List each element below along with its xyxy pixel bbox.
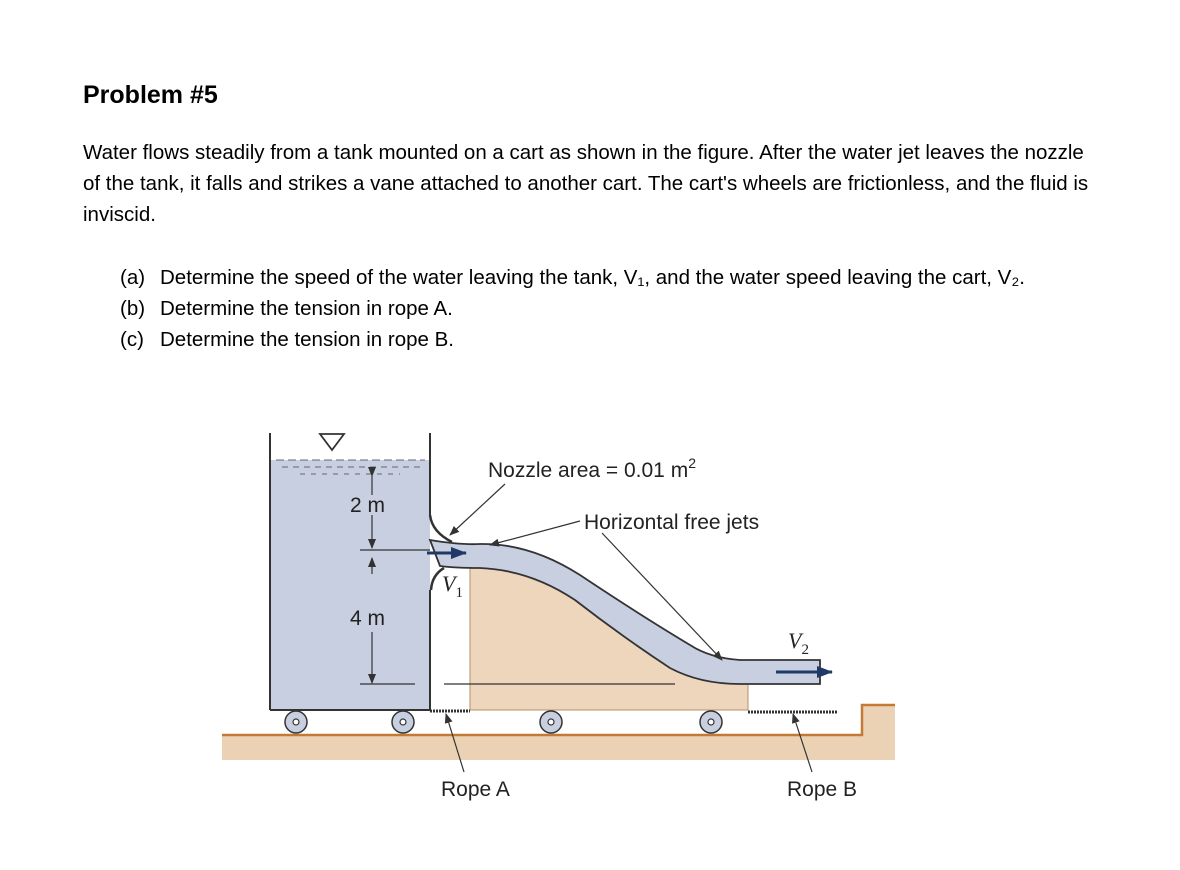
- part-label: (b): [120, 297, 146, 320]
- v2-label: V2: [788, 628, 809, 658]
- part-text: Determine the speed of the water leaving the tank, V₁, and the water speed leaving the cart, V₂.: [160, 266, 1025, 289]
- horizontal-jets-label: Horizontal free jets: [584, 511, 760, 534]
- part-label: (c): [120, 328, 144, 351]
- free-surface-symbol: [320, 434, 344, 450]
- nozzle-upper-lip: [430, 515, 452, 542]
- dimension-4m-label: 4 m: [350, 607, 386, 630]
- vane-cart-wheel-left: [540, 711, 562, 733]
- v1-label: V1: [442, 571, 463, 601]
- problem-statement: Water flows steadily from a tank mounted on a cart as shown in the figure. After the water jet leaves the nozzle of the tank, it falls and strikes a vane attached to another cart. The cart's wheels are frictionless, and the fluid is inviscid.: [83, 141, 1089, 226]
- water-tank: [270, 433, 430, 710]
- part-text: Determine the tension in rope A.: [160, 297, 453, 320]
- part-label: (a): [120, 266, 146, 289]
- tank-cart-wheel-left: [285, 711, 307, 733]
- rope-b-label: Rope B: [787, 778, 858, 801]
- rope-a-label: Rope A: [441, 778, 510, 801]
- tank-cart-wheel-right: [392, 711, 414, 733]
- vane-cart-body: [470, 568, 748, 710]
- vane-cart-wheel-right: [700, 711, 722, 733]
- part-text: Determine the tension in rope B.: [160, 328, 454, 351]
- dimension-2m-label: 2 m: [350, 494, 386, 517]
- problem-title: Problem #5: [83, 81, 218, 109]
- nozzle-area-label: Nozzle area = 0.01 $m^2$: [488, 455, 696, 482]
